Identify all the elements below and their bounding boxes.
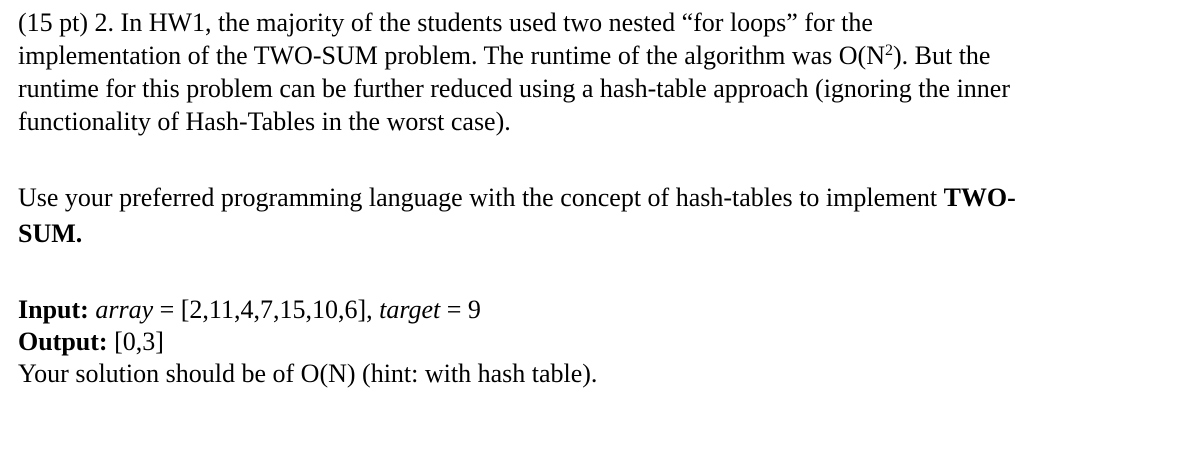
output-label: Output: [18, 327, 108, 356]
intro-line-4: functionality of Hash-Tables in the worst case). [18, 107, 511, 136]
input-target-value: = 9 [440, 295, 481, 324]
input-line [18, 294, 1178, 326]
input-label: Input: [18, 295, 89, 324]
example-block [18, 294, 1178, 390]
intro-line-3: runtime for this problem can be further reduced using a hash-table approach (ignoring the inner [18, 74, 1010, 103]
task-bold-part-1: TWO- [943, 183, 1016, 212]
intro-line-1: (15 pt) 2. In HW1, the majority of the students used two nested “for loops” for the [18, 8, 873, 37]
solution-note: Your solution should be of O(N) (hint: with hash table). [18, 359, 598, 388]
task-instruction [18, 180, 1178, 252]
task-text: Use your preferred programming language with the concept of hash-tables to implement [18, 183, 944, 212]
input-array-name: array [95, 295, 154, 324]
output-value: [0,3] [107, 327, 164, 356]
input-target-name: target [379, 295, 441, 324]
intro-line-2 [18, 39, 1178, 72]
task-line-1 [18, 180, 1178, 216]
task-bold-part-2: SUM. [18, 219, 83, 248]
intro-line-2-tail: ). But the [892, 41, 991, 70]
problem-intro [18, 6, 1178, 138]
output-line [18, 326, 1178, 358]
intro-line-2-text: implementation of the TWO-SUM problem. The runtime of the algorithm was O(N [18, 41, 885, 70]
input-array-value: = [2,11,4,7,15,10,6], [153, 295, 380, 324]
document-body [18, 6, 1178, 390]
superscript-two: 2 [884, 42, 893, 59]
